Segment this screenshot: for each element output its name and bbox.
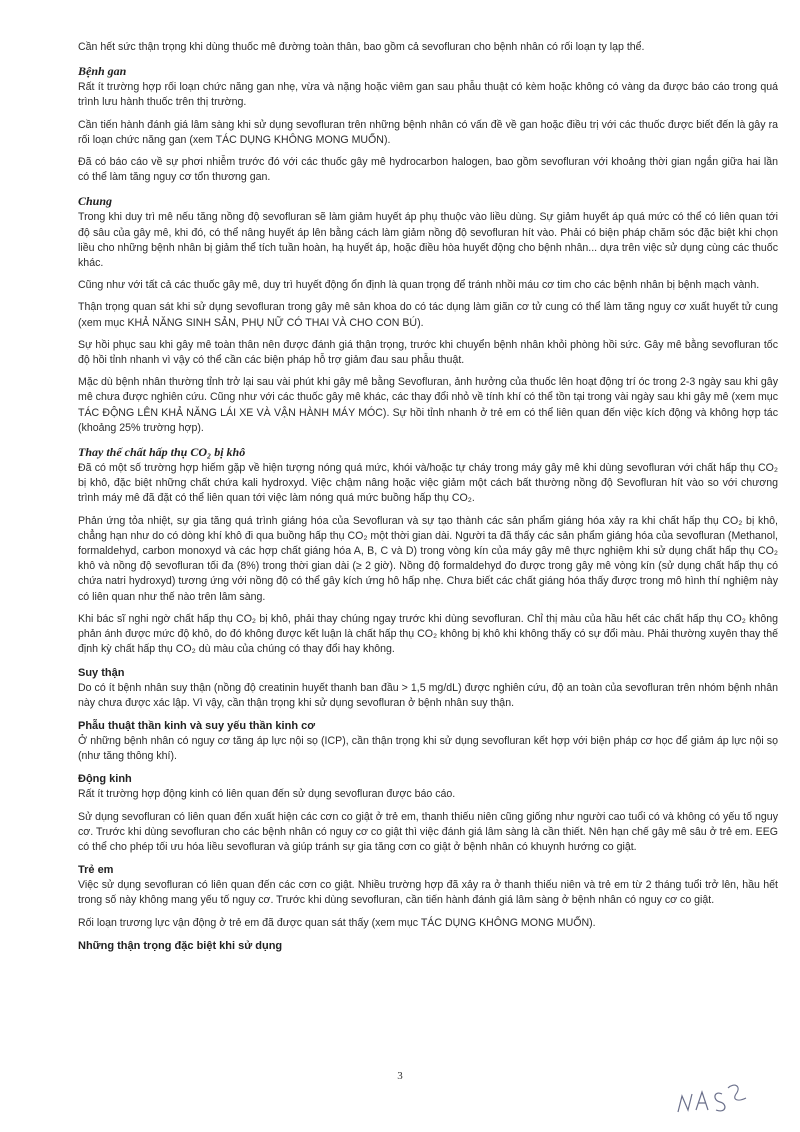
neuro-paragraph-1: Ở những bệnh nhân có nguy cơ tăng áp lực nội sọ (ICP), cần thận trọng khi sử dụng sevofluran kết hợp với biện pháp cơ học để giảm áp lực nội sọ (như tăng thông khí).	[78, 734, 778, 763]
co2-paragraph-3: Khi bác sĩ nghi ngờ chất hấp thụ CO₂ bị khô, phải thay chúng ngay trước khi dùng sevofluran. Chỉ thị màu của hầu hết các chất hấp thụ CO₂ không phản ánh được mức độ khô, do đó không được kết luận là chất hấp thụ CO₂ không bị khô khi không thấy có sự đổi màu. Phải thường xuyên thay thế định kỳ chất hấp thụ CO₂ dù màu của chúng có thay đổi hay không.	[78, 612, 778, 656]
epilepsy-paragraph-2: Sử dụng sevofluran có liên quan đến xuất hiện các cơn co giật ở trẻ em, thanh thiếu niên cũng giống như người cao tuổi có và không có yếu tố nguy cơ. Trước khi dùng sevofluran cho các bệnh nhân có nguy cơ co giật thì việc đánh giá lâm sàng là cần thiết. Nên hạn chế gây mê sâu ở trẻ em. EEG có thể cho phép tối ưu hóa liều sevofluran và giúp tránh sự gia tăng cơn co giật ở bệnh nhân có khuynh hướng co giật.	[78, 810, 778, 853]
epilepsy-paragraph-1: Rất ít trường hợp động kinh có liên quan đến sử dụng sevofluran được báo cáo.	[78, 788, 456, 801]
handwritten-signature	[672, 1076, 752, 1122]
renal-heading: Suy thận	[78, 666, 125, 679]
children-paragraph-2: Rối loạn trương lực vận động ở trẻ em đã được quan sát thấy (xem mục TÁC DỤNG KHÔNG MONG MUỐN).	[78, 916, 596, 929]
epilepsy-heading: Động kinh	[78, 773, 132, 786]
children-heading: Trẻ em	[78, 864, 114, 877]
special-precautions-heading: Những thận trọng đặc biệt khi sử dụng	[78, 939, 283, 952]
liver-paragraph-2: Cần tiến hành đánh giá lâm sàng khi sử dụng sevofluran trên những bệnh nhân có vấn đề về gan hoặc điều trị với các thuốc được biết đến là gây ra rối loạn chức năng gan (xem TÁC DỤNG KHÔNG MONG MUỐN).	[78, 118, 778, 146]
children-paragraph-1: Việc sử dụng sevofluran có liên quan đến các cơn co giật. Nhiều trường hợp đã xảy ra ở thanh thiếu niên và trẻ em từ 2 tháng tuổi trở lên, hầu hết trong số này không mang yếu tố nguy cơ. Trước khi dùng sevofluran, cần tiến hành đánh giá lâm sàng ở bệnh nhân có nguy cơ co giật.	[78, 879, 778, 907]
general-paragraph-1: Trong khi duy trì mê nếu tăng nồng độ sevofluran sẽ làm giảm huyết áp phụ thuộc vào liều dùng. Sự giảm huyết áp quá mức có thể có liên quan tới độ sâu của gây mê, khi đó, có thể nâng huyết áp lên bằng cách làm giảm nồng độ sevofluran hít vào. Phải có biện pháp chăm sóc đặc biệt khi chọn liều cho những bệnh nhân bị giảm thể tích tuần hoàn, hạ huyết áp, hoặc điều hòa huyết động cho bệnh nhân... dựa trên việc sử dụng cùng các thuốc khác.	[78, 211, 778, 270]
liver-paragraph-1: Rất ít trường hợp rối loạn chức năng gan nhẹ, vừa và nặng hoặc viêm gan sau phẫu thuật có kèm hoặc không có vàng da được báo cáo trong quá trình lưu hành thuốc trên thị trường.	[78, 81, 778, 109]
general-paragraph-3: Thận trọng quan sát khi sử dụng sevofluran trong gây mê sản khoa do có tác dụng làm giãn cơ tử cung có thể làm tăng nguy cơ xuất huyết tử cung (xem mục KHẢ NĂNG SINH SẢN, PHỤ NỮ CÓ THAI VÀ CHO CON BÚ).	[78, 301, 778, 329]
neuro-heading: Phẫu thuật thần kinh và suy yếu thần kinh cơ	[78, 719, 316, 732]
co2-paragraph-2: Phản ứng tỏa nhiệt, sự gia tăng quá trình giáng hóa của Sevofluran và sự tạo thành các sản phẩm giáng hóa xảy ra khi chất hấp thụ CO₂ bị khô, chẳng hạn như do có dòng khí khô đi qua buồng hấp thụ CO₂ một thời gian dài. Người ta đã thấy các sản phẩm giáng hóa của sevofluran (Methanol, formaldehyd, carbon monoxyd và các hợp chất giáng hóa A, B, C và D) trong vòng kín của máy gây mê thực nghiệm khi sử dụng chất hấp thụ CO₂ khô và nồng độ sevofluran tối đa (8%) trong thời gian dài (≥ 2 giờ). Nồng độ formaldehyd đo được trong gây mê vòng kín (sử dụng chất hấp thụ có chứa natri hydroxyd) tương ứng với nồng độ có thể gây kích ứng hô hấp nhẹ. Chưa biết các chất giáng hóa thấy được trong mô hình thí nghiệm này có liên quan như thế nào trên lâm sàng.	[78, 514, 778, 603]
co2-paragraph-1: Đã có một số trường hợp hiếm gặp về hiện tượng nóng quá mức, khói và/hoặc tự cháy trong máy gây mê khi dùng sevofluran với chất hấp thụ CO₂ bị khô, đặc biệt những chất chứa kali hydroxyd. Việc chậm nâng hoặc việc giảm một cách bất thường nồng độ Sevofluran hít vào so với chương trình máy mê đã đặt có thể liên quan tới việc làm nóng quá mức buồng hấp thụ CO₂.	[78, 462, 778, 505]
document-page	[78, 40, 778, 954]
general-paragraph-4: Sự hồi phục sau khi gây mê toàn thân nên được đánh giá thận trọng, trước khi chuyển bệnh nhân khỏi phòng hồi sức. Gây mê bằng sevofluran tốc độ hồi tỉnh nhanh vì vậy có thể cần các biện pháp hỗ trợ giảm đau sau phẫu thuật.	[78, 338, 778, 367]
general-paragraph-5: Mặc dù bệnh nhân thường tỉnh trở lại sau vài phút khi gây mê bằng Sevofluran, ảnh hưởng của thuốc lên hoạt động trí óc trong 2-3 ngày sau khi gây mê chưa được nghiên cứu. Cũng như với các thuốc gây mê khác, các thay đổi nhỏ về tính khí có thể tồn tại trong vài ngày sau khi gây mê (xem mục TÁC ĐỘNG LÊN KHẢ NĂNG LÁI XE VÀ VẬN HÀNH MÁY MÓC). Sự hồi tỉnh nhanh ở trẻ em có thể liên quan đến việc kích động và không hợp tác (khoảng 25% trường hợp).	[78, 376, 778, 434]
intro-paragraph: Cần hết sức thận trọng khi dùng thuốc mê đường toàn thân, bao gồm cả sevofluran cho bệnh nhân có rối loạn ty lạp thể.	[78, 41, 645, 53]
co2-heading: Thay thế chất hấp thụ CO₂ bị khô	[78, 445, 246, 460]
general-paragraph-2: Cũng như với tất cả các thuốc gây mê, duy trì huyết động ổn định là quan trọng để tránh nhồi máu cơ tim cho các bệnh nhân bị bệnh mạch vành.	[78, 279, 760, 292]
page-number: 3	[397, 1070, 403, 1082]
liver-paragraph-3: Đã có báo cáo về sự phơi nhiễm trước đó với các thuốc gây mê hydrocarbon halogen, bao gồm sevofluran với khoảng thời gian ngắn giữa hai lần có thể làm tăng nguy cơ tổn thương gan.	[78, 156, 778, 184]
general-heading: Chung	[78, 194, 113, 209]
renal-paragraph-1: Do có ít bệnh nhân suy thận (nồng độ creatinin huyết thanh ban đầu > 1,5 mg/dL) được nghiên cứu, độ an toàn của sevofluran trên nhóm bệnh nhân này chưa được xác lập. Vì vậy, cần thận trọng khi sử dụng sevofluran ở bệnh nhân suy thận.	[78, 681, 778, 709]
liver-heading: Bệnh gan	[78, 64, 127, 79]
